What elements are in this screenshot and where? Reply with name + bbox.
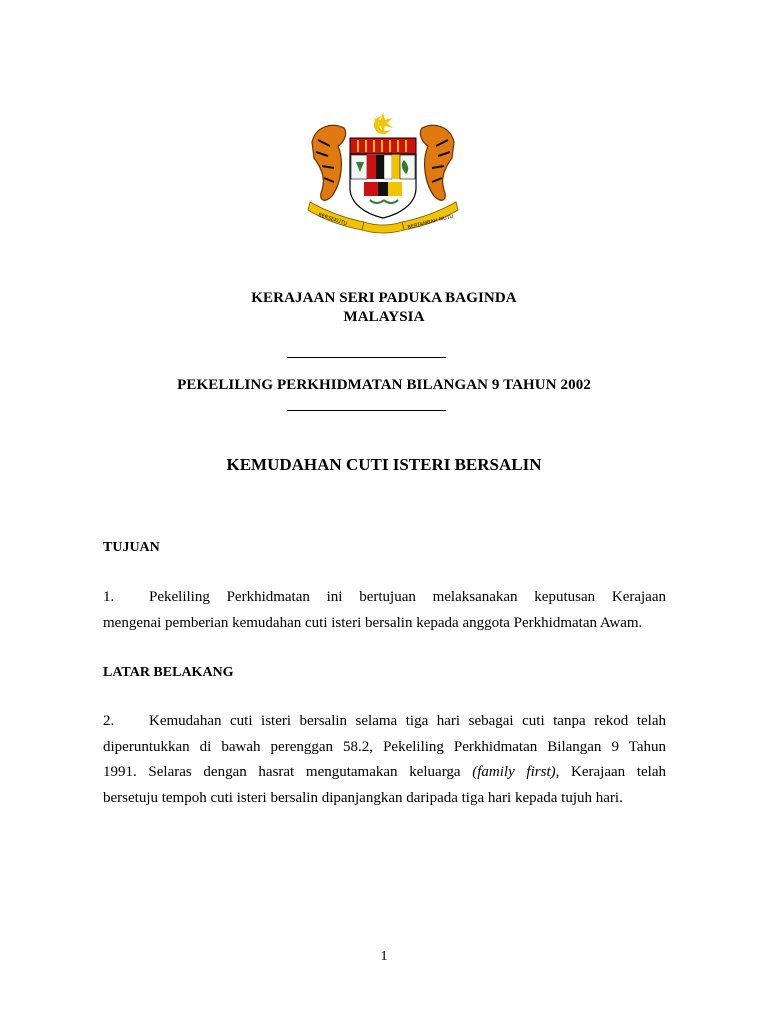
section-heading-latar-belakang: LATAR BELAKANG: [103, 665, 234, 680]
document-title: KEMUDAHAN CUTI ISTERI BERSALIN: [226, 455, 542, 474]
bottom-rule-divider: [287, 410, 446, 411]
paragraph-1-line-2: mengenai pemberian kemudahan cuti isteri bersalin kepada anggota Perkhidmatan Awam.: [103, 614, 643, 631]
malaysia-coat-of-arms-icon: [304, 112, 462, 234]
government-name-line2: MALAYSIA: [343, 309, 425, 325]
crest-ribbon-right-text: BERTAMBAH MUTU: [407, 213, 455, 231]
paragraph-2-line-2: diperuntukkan di bawah perenggan 58.2, Pekeliling Perkhidmatan Bilangan 9 Tahun: [103, 738, 666, 755]
family-first-emphasis: (family first): [472, 764, 556, 780]
section-heading-tujuan: TUJUAN: [103, 540, 160, 555]
paragraph-2-line-3: 1991. Selaras dengan hasrat mengutamakan keluarga (family first), Kerajaan telah: [103, 764, 666, 780]
paragraph-1-number: 1.: [103, 589, 115, 605]
paragraph-2-line-4: bersetuju tempoh cuti isteri bersalin dipanjangkan daripada tiga hari kepada tujuh hari.: [103, 789, 623, 806]
top-rule-divider: [287, 357, 446, 358]
circular-number: PEKELILING PERKHIDMATAN BILANGAN 9 TAHUN 2002: [177, 377, 591, 393]
paragraph-2-line-1: 2. Kemudahan cuti isteri bersalin selama tiga hari sebagai cuti tanpa rekod telah: [103, 709, 666, 735]
paragraph-1: [103, 585, 666, 636]
page-number: 1: [380, 949, 388, 964]
paragraph-2: [103, 709, 666, 811]
crest-ribbon-left-text: BERSEKUTU: [317, 212, 348, 228]
paragraph-2-number: 2.: [103, 713, 115, 729]
government-name-line1: KERAJAAN SERI PADUKA BAGINDA: [251, 290, 517, 306]
paragraph-1-line-1: 1. Pekeliling Perkhidmatan ini bertujuan melaksanakan keputusan Kerajaan: [103, 585, 666, 611]
